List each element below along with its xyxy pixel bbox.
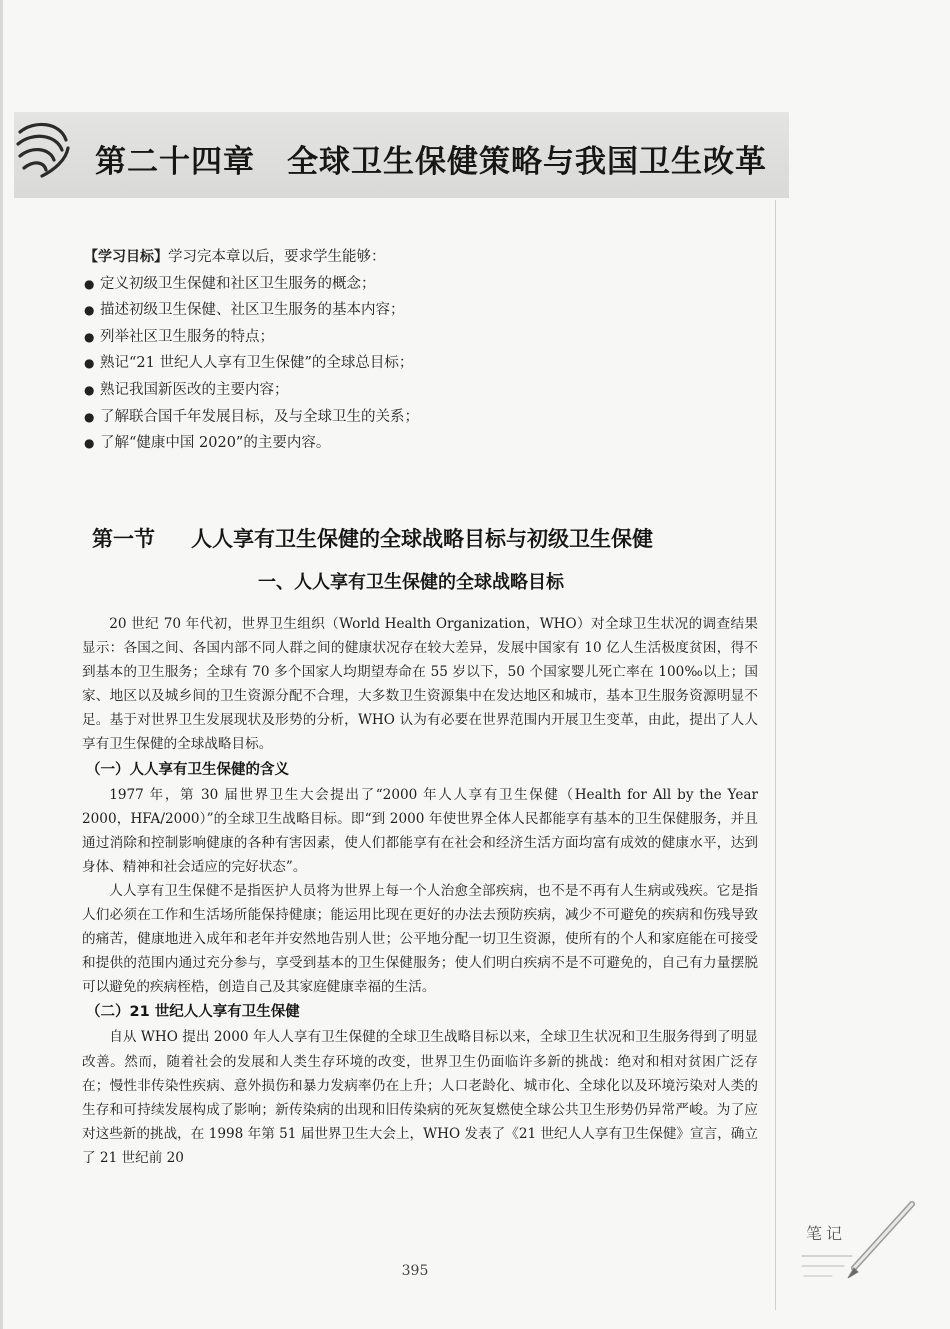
chapter-swirl-icon: [14, 114, 74, 184]
paragraph: 自从 WHO 提出 2000 年人人享有卫生保健的全球卫生战略目标以来，全球卫生状况和卫生服务得到了明显改善。然而，随着社会的发展和人类生存环境的改变，世界卫生仍面临许多新的挑战：绝对和相对贫困广泛存在；慢性非传染性疾病、意外损伤和暴力发病率仍在上升；人口老龄化、城市化、全球化以及环境污染对人类的生存和可持续发展构成了影响；新传染病的出现和旧传染病的死灰复燃使全球公共卫生形势仍异常严峻。为了应对这些新的挑战，在 1998 年第 51 届世界卫生大会上，WHO 发表了《21 世纪人人享有卫生保健》宣言，确立了 21 世纪前 20: [82, 1029, 758, 1166]
objective-text: 熟记我国新医改的主要内容；: [100, 381, 289, 398]
objective-text: 了解联合国千年发展目标，及与全球卫生的关系；: [100, 408, 419, 425]
section-number: 第一节: [92, 527, 155, 551]
objectives-tag: 【学习目标】: [84, 249, 168, 265]
bullet-icon: ●: [84, 409, 95, 424]
scan-edge: [0, 0, 3, 1329]
objective-item: [84, 350, 744, 377]
objective-text: 描述初级卫生保健、社区卫生服务的基本内容；: [100, 302, 405, 319]
paragraph: 1977 年，第 30 届世界卫生大会提出了“2000 年人人享有卫生保健（Health for All by the Year 2000，HFA/2000）”的全球卫生战略目标。即“到 2000 年使世界全体人民都能享有基本的卫生保健服务，并且通过消除和控制影响健康的各种有害因素，使人们都能享有在社会和经济生活方面均富有成效的健康水平，达到身体、精神和社会适应的完好状态”。: [82, 786, 758, 875]
subheading: （二）21 世纪人人享有卫生保健: [86, 1004, 300, 1021]
section-title: 人人享有卫生保健的全球战略目标与初级卫生保健: [191, 527, 653, 551]
objective-item: [84, 324, 744, 351]
objectives-list: [84, 271, 744, 457]
bullet-icon: ●: [84, 436, 95, 451]
objective-text: 了解“健康中国 2020”的主要内容。: [100, 435, 331, 452]
objectives-intro: 学习完本章以后，要求学生能够：: [168, 249, 386, 265]
objective-text: 列举社区卫生服务的特点；: [100, 328, 274, 345]
subsection-heading: 一、人人享有卫生保健的全球战略目标: [258, 572, 564, 593]
objective-item: [84, 377, 744, 404]
paragraph: 人人享有卫生保健不是指医护人员将为世界上每一个人治愈全部疾病，也不是不再有人生病或残疾。它是指人们必须在工作和生活场所能保持健康；能运用比现在更好的办法去预防疾病，减少不可避免的疾病和伤残导致的痛苦，健康地进入成年和老年并安然地告别人世；公平地分配一切卫生资源，使所有的个人和家庭能在可接受和提供的范围内通过充分参与，享受到基本的卫生保健服务；使人们明白疾病不是不可避免的，自己有力量摆脱可以避免的疾病桎梏，创造自己及其家庭健康幸福的生活。: [82, 882, 758, 996]
objective-item: [84, 271, 744, 298]
objectives-header: [84, 244, 744, 271]
objective-text: 熟记“21 世纪人人享有卫生保健”的全球总目标；: [100, 355, 414, 372]
objective-text: 定义初级卫生保健和社区卫生服务的概念；: [100, 275, 376, 292]
objective-item: [84, 297, 744, 324]
paragraph: 20 世纪 70 年代初，世界卫生组织（World Health Organization，WHO）对全球卫生状况的调查结果显示：各国之间、各国内部不同人群之间的健康状况存在较大差异，发展中国家有 10 亿人生活极度贫困，得不到基本的卫生服务；全球有 70 多个国家人均期望寿命在 55 岁以下，50 个国家婴儿死亡率在 100‰以上；国家、地区以及城乡间的卫生资源分配不合理，大多数卫生资源集中在发达地区和城市，基本卫生服务资源明显不足。基于对世界卫生发展现状及形势的分析，WHO 认为有必要在世界范围内开展卫生变革，由此，提出了人人享有卫生保健的全球战略目标。: [82, 616, 758, 753]
section-heading: [92, 523, 772, 553]
pen-icon: [792, 1196, 922, 1296]
bullet-icon: ●: [84, 329, 95, 344]
objective-item: [84, 404, 744, 431]
bullet-icon: ●: [84, 356, 95, 371]
notes-label: 笔记: [806, 1224, 847, 1243]
margin-rule: [775, 200, 776, 1310]
page-number: 395: [401, 1263, 429, 1279]
learning-objectives: [84, 244, 744, 457]
bullet-icon: ●: [84, 276, 95, 291]
chapter-title: 第二十四章 全球卫生保健策略与我国卫生改革: [95, 144, 767, 180]
bullet-icon: ●: [84, 382, 95, 397]
subheading: （一）人人享有卫生保健的含义: [86, 761, 289, 778]
bullet-icon: ●: [84, 303, 95, 318]
objective-item: [84, 430, 744, 457]
body-text: [82, 612, 758, 1170]
